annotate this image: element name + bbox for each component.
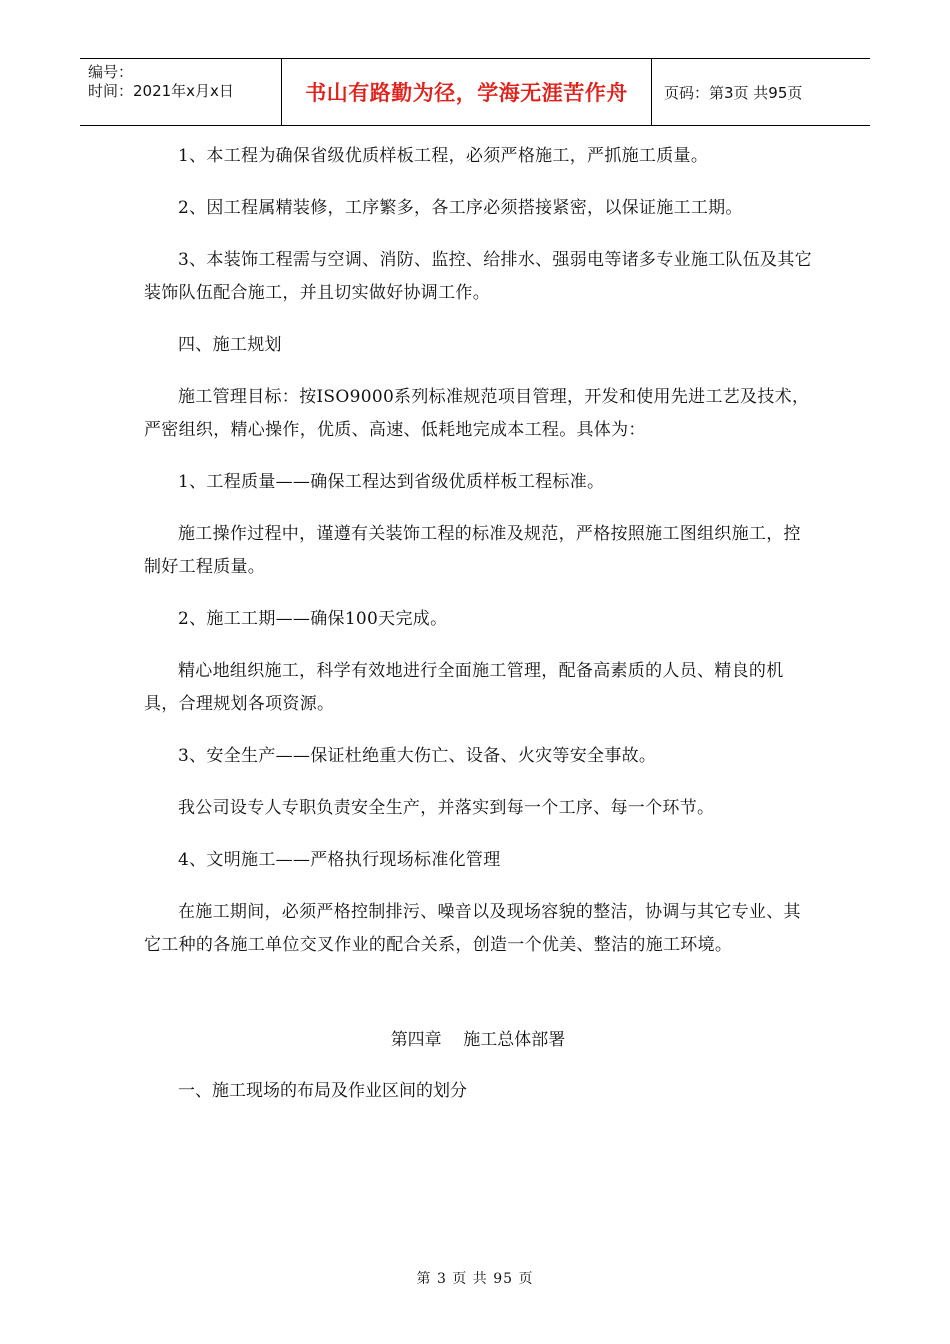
body-paragraph: 精心地组织施工，科学有效地进行全面施工管理，配备高素质的人员、精良的机具，合理规划各项资源。 — [144, 661, 784, 714]
document-date-label: 时间：2021年x月x日 — [88, 82, 234, 100]
body-paragraph: 1、本工程为确保省级优质样板工程，必须严格施工，严抓施工质量。 — [178, 146, 709, 166]
page-header — [80, 58, 870, 126]
body-paragraph: 2、施工工期——确保100天完成。 — [178, 609, 448, 629]
document-number-label: 编号： — [88, 63, 134, 81]
body-paragraph: 我公司设专人专职负责安全生产，并落实到每一个工序、每一个环节。 — [178, 798, 715, 818]
body-paragraph: 1、工程质量——确保工程达到省级优质样板工程标准。 — [178, 472, 605, 492]
section-title: 一、施工现场的布局及作业区间的划分 — [178, 1081, 467, 1101]
header-meta — [80, 59, 282, 125]
section-heading: 四、施工规划 — [178, 335, 282, 355]
body-paragraph: 2、因工程属精装修，工序繁多，各工序必须搭接紧密，以保证施工工期。 — [178, 198, 743, 218]
header-page-info: 页码：第3页 共95页 — [664, 83, 803, 102]
body-paragraph: 施工操作过程中，谨遵有关装饰工程的标准及规范，严格按照施工图组织施工，控制好工程质量。 — [144, 524, 801, 577]
document-body — [144, 140, 812, 1108]
chapter-title: 第四章 施工总体部署 — [390, 1030, 566, 1050]
body-paragraph: 施工管理目标：按ISO9000系列标准规范项目管理，开发和使用先进工艺及技术，严密组织，精心操作，优质、高速、低耗地完成本工程。具体为： — [144, 387, 810, 440]
body-paragraph: 3、本装饰工程需与空调、消防、监控、给排水、强弱电等诸多专业施工队伍及其它装饰队伍配合施工，并且切实做好协调工作。 — [144, 250, 812, 303]
header-motto: 书山有路勤为径，学海无涯苦作舟 — [282, 59, 652, 125]
body-paragraph: 4、文明施工——严格执行现场标准化管理 — [178, 850, 501, 870]
page-footer: 第 3 页 共 95 页 — [416, 1271, 534, 1287]
body-paragraph: 在施工期间，必须严格控制排污、噪音以及现场容貌的整洁，协调与其它专业、其它工种的各施工单位交叉作业的配合关系，创造一个优美、整洁的施工环境。 — [144, 902, 801, 955]
spacer — [144, 962, 812, 1024]
body-paragraph: 3、安全生产——保证杜绝重大伤亡、设备、火灾等安全事故。 — [178, 746, 657, 766]
